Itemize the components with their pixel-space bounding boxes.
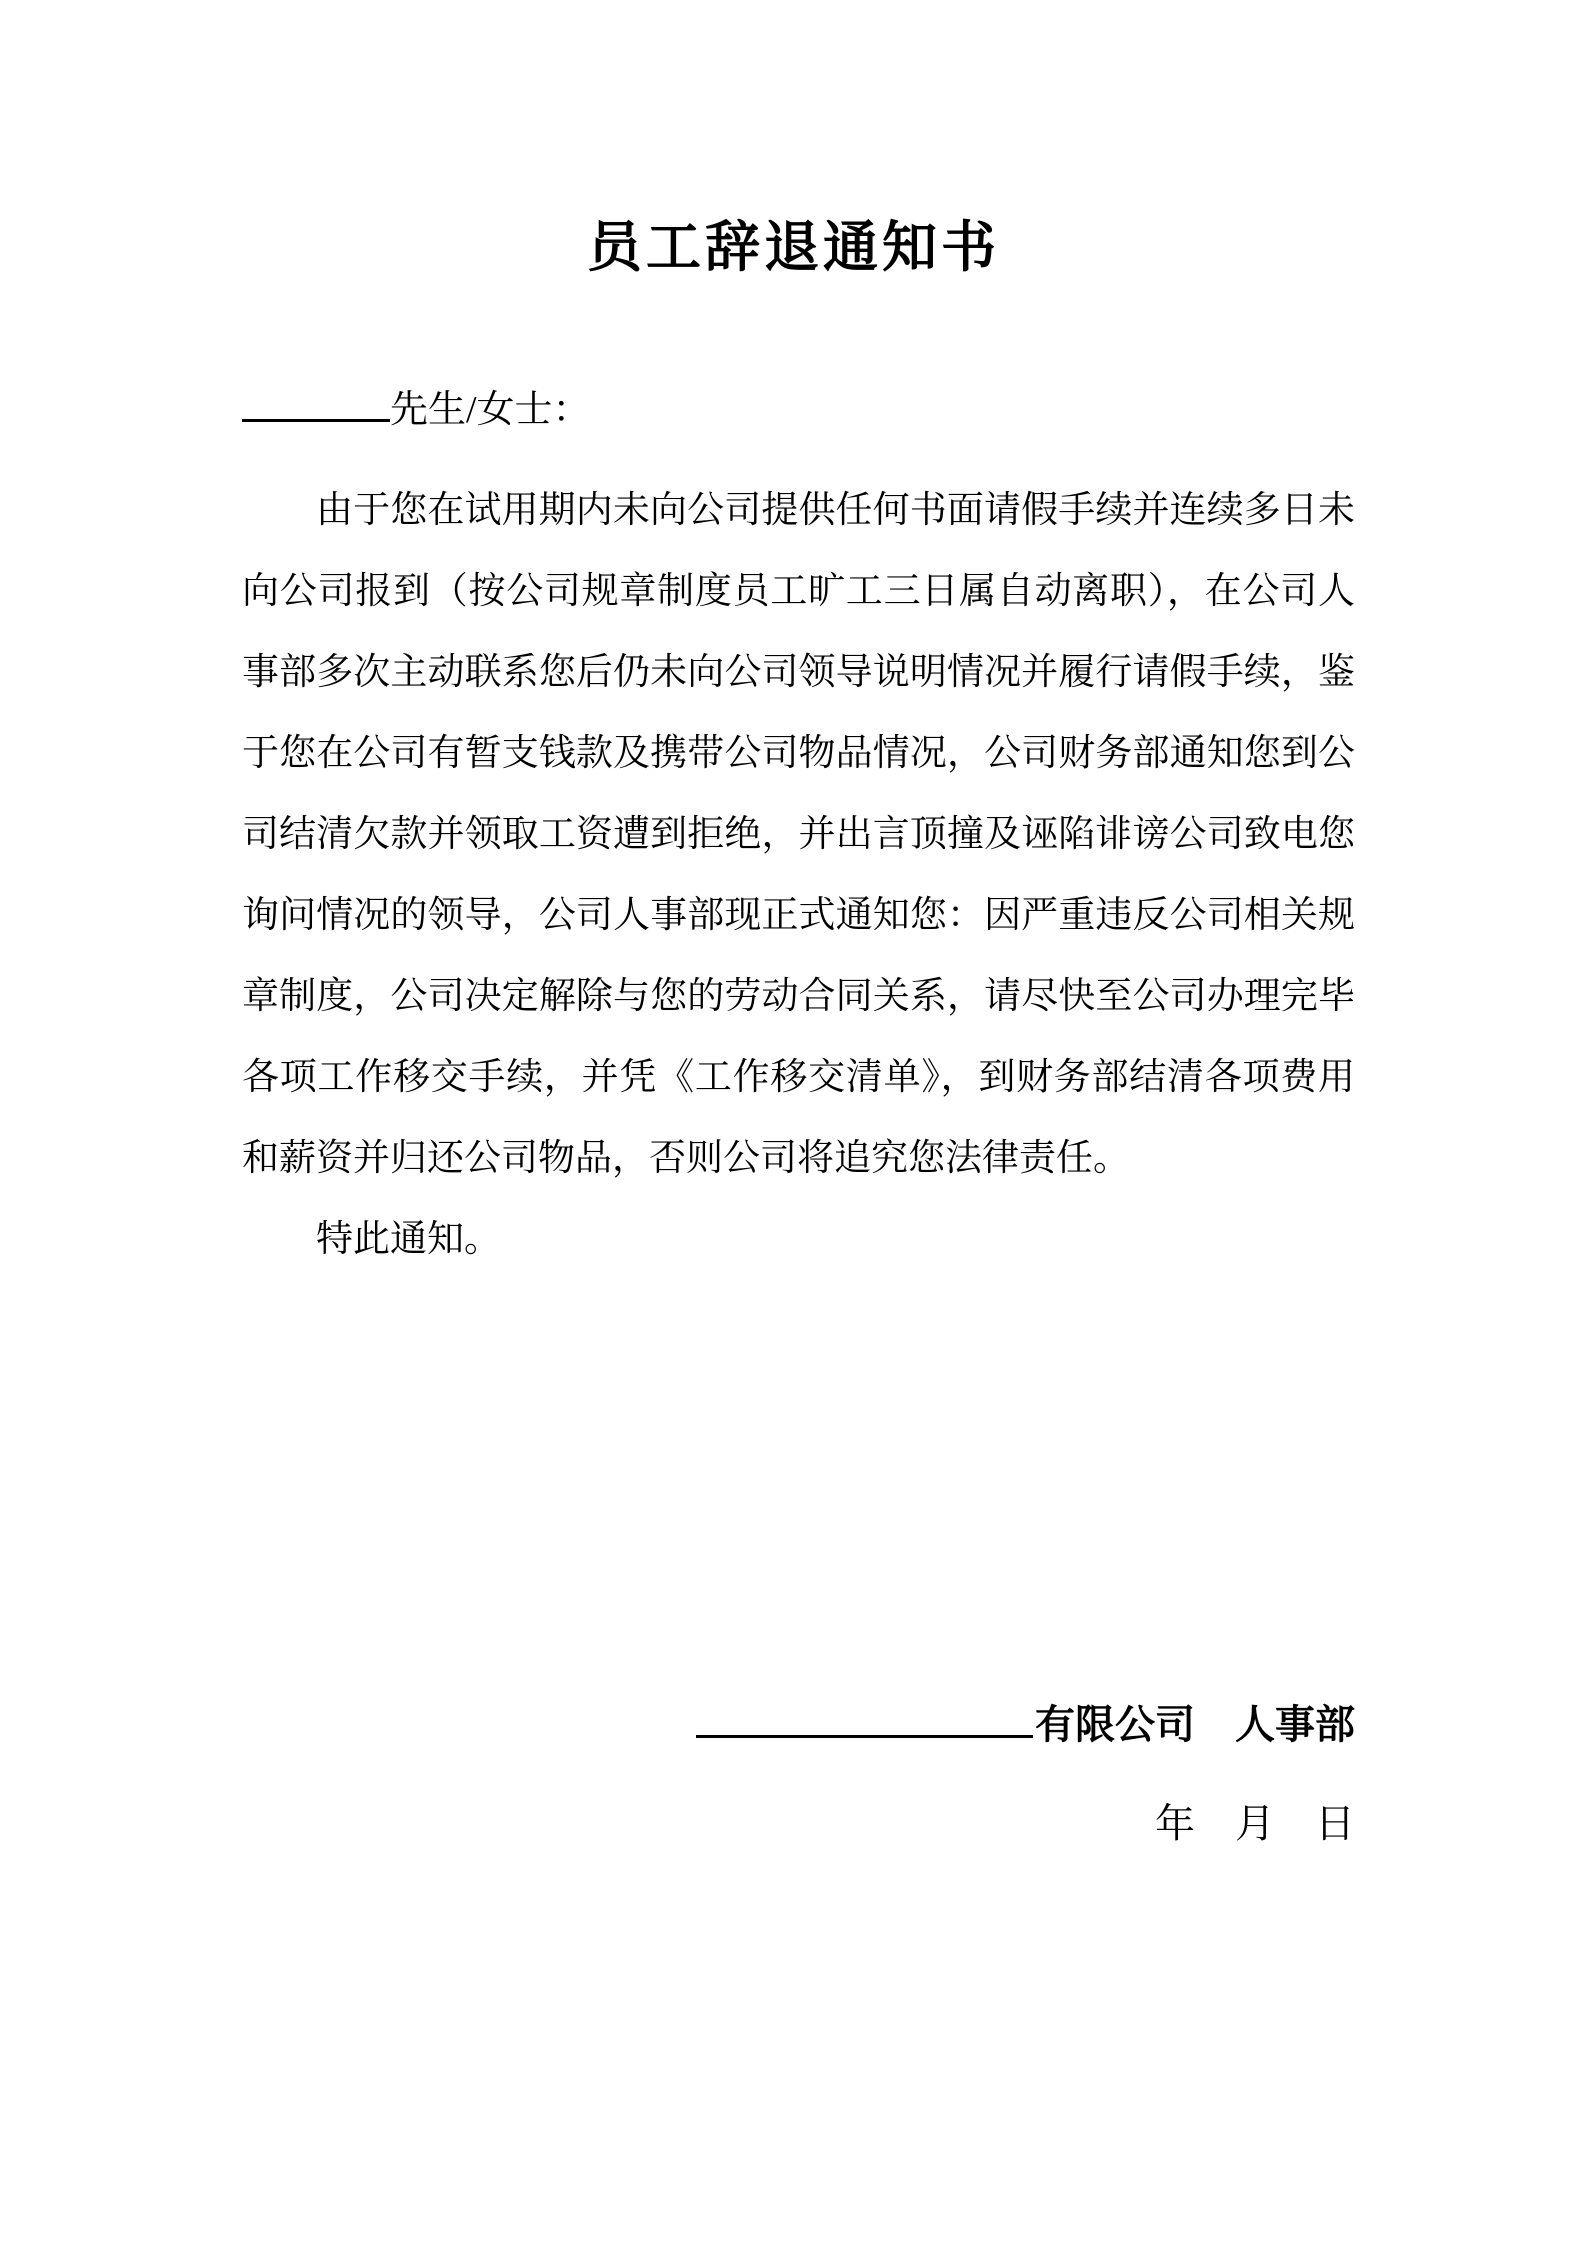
date-line: 年 月 日	[1155, 1801, 1355, 1846]
body-paragraph: 由于您在试用期内未向公司提供任何书面请假手续并连续多日未向公司报到（按公司规章制度员工旷工三日属自动离职），在公司人事部多次主动联系您后仍未向公司领导说明情况并履行请假手续，鉴于您在公司有暂支钱款及携带公司物品情况，公司财务部通知您到公司结清欠款并领取工资遭到拒绝，并出言顶撞及诬陷诽谤公司致电您询问情况的领导，公司人事部现正式通知您：因严重违反公司相关规章制度，公司决定解除与您的劳动合同关系，请尽快至公司办理完毕各项工作移交手续，并凭《工作移交清单》，到财务部结清各项费用和薪资并归还公司物品，否则公司将追究您法律责任。	[242, 490, 1355, 1179]
signature-company-department: 有限公司 人事部	[1035, 1702, 1355, 1747]
company-name-blank-underline	[696, 1699, 1033, 1738]
signature-line	[696, 1698, 1355, 1752]
salutation-line	[242, 385, 591, 435]
closing-line: 特此通知。	[316, 1219, 501, 1260]
letter-body	[242, 470, 1355, 1280]
salutation-label: 先生/女士：	[390, 389, 591, 432]
document-title: 员工辞退通知书	[586, 217, 1000, 278]
recipient-name-blank-underline	[242, 385, 390, 422]
